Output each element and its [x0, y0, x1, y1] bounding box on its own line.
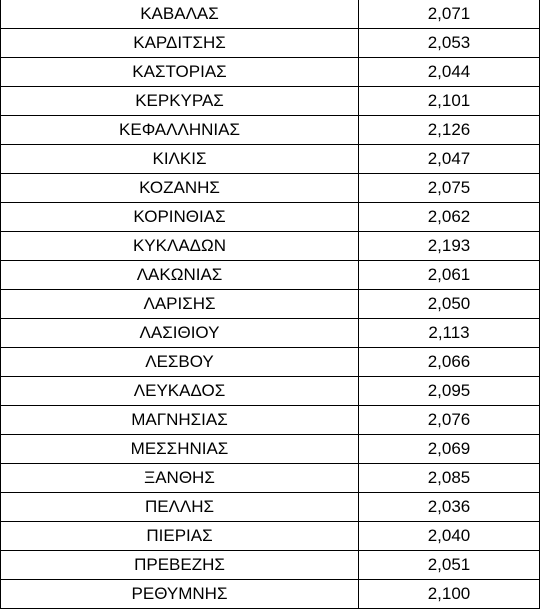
prefecture-name-cell: ΠΡΕΒΕΖΗΣ: [1, 551, 359, 580]
table-row: [1, 87, 540, 116]
value-cell: 2,193: [359, 232, 540, 261]
table-row: [1, 58, 540, 87]
table-row: [1, 348, 540, 377]
table-row: [1, 261, 540, 290]
table-row: [1, 232, 540, 261]
prefecture-name-cell: ΜΕΣΣΗΝΙΑΣ: [1, 435, 359, 464]
value-cell: 2,061: [359, 261, 540, 290]
value-cell: 2,044: [359, 58, 540, 87]
prefecture-name-cell: ΛΑΣΙΘΙΟΥ: [1, 319, 359, 348]
table-row: [1, 290, 540, 319]
value-cell: 2,075: [359, 174, 540, 203]
value-cell: 2,126: [359, 116, 540, 145]
value-cell: 2,101: [359, 87, 540, 116]
value-cell: 2,040: [359, 522, 540, 551]
value-cell: 2,053: [359, 29, 540, 58]
value-cell: 2,095: [359, 377, 540, 406]
prefecture-name-cell: ΚΑΣΤΟΡΙΑΣ: [1, 58, 359, 87]
value-cell: 2,066: [359, 348, 540, 377]
table-row: [1, 551, 540, 580]
table-row: [1, 174, 540, 203]
prefecture-name-cell: ΚΑΒΑΛΑΣ: [1, 0, 359, 29]
value-cell: 2,036: [359, 493, 540, 522]
prefecture-name-cell: ΚΟΖΑΝΗΣ: [1, 174, 359, 203]
prefecture-name-cell: ΛΑΡΙΣΗΣ: [1, 290, 359, 319]
value-cell: 2,085: [359, 464, 540, 493]
table-row: [1, 0, 540, 29]
table-row: [1, 203, 540, 232]
prefecture-name-cell: ΛΑΚΩΝΙΑΣ: [1, 261, 359, 290]
table-row: [1, 29, 540, 58]
table-row: [1, 493, 540, 522]
table-row: [1, 406, 540, 435]
table-row: [1, 464, 540, 493]
value-cell: 2,047: [359, 145, 540, 174]
prefecture-name-cell: ΚΙΛΚΙΣ: [1, 145, 359, 174]
prefecture-name-cell: ΜΑΓΝΗΣΙΑΣ: [1, 406, 359, 435]
prefecture-name-cell: ΠΕΛΛΗΣ: [1, 493, 359, 522]
value-cell: 2,113: [359, 319, 540, 348]
prefecture-name-cell: ΚΥΚΛΑΔΩΝ: [1, 232, 359, 261]
value-cell: 2,076: [359, 406, 540, 435]
value-cell: 2,062: [359, 203, 540, 232]
value-cell: 2,069: [359, 435, 540, 464]
prefecture-name-cell: ΠΙΕΡΙΑΣ: [1, 522, 359, 551]
prefecture-name-cell: ΚΑΡΔΙΤΣΗΣ: [1, 29, 359, 58]
prefecture-name-cell: ΚΕΦΑΛΛΗΝΙΑΣ: [1, 116, 359, 145]
prefecture-name-cell: ΚΕΡΚΥΡΑΣ: [1, 87, 359, 116]
value-cell: 2,050: [359, 290, 540, 319]
prefecture-name-cell: ΞΑΝΘΗΣ: [1, 464, 359, 493]
prefecture-name-cell: ΡΕΘΥΜΝΗΣ: [1, 580, 359, 609]
table-row: [1, 522, 540, 551]
prefecture-name-cell: ΚΟΡΙΝΘΙΑΣ: [1, 203, 359, 232]
prefecture-name-cell: ΛΕΥΚΑΔΟΣ: [1, 377, 359, 406]
table-row: [1, 580, 540, 609]
prefecture-name-cell: ΛΕΣΒΟΥ: [1, 348, 359, 377]
table-body: [1, 0, 540, 609]
value-cell: 2,071: [359, 0, 540, 29]
table-row: [1, 145, 540, 174]
table-row: [1, 319, 540, 348]
value-cell: 2,051: [359, 551, 540, 580]
table-row: [1, 435, 540, 464]
value-cell: 2,100: [359, 580, 540, 609]
table-row: [1, 377, 540, 406]
table-row: [1, 116, 540, 145]
